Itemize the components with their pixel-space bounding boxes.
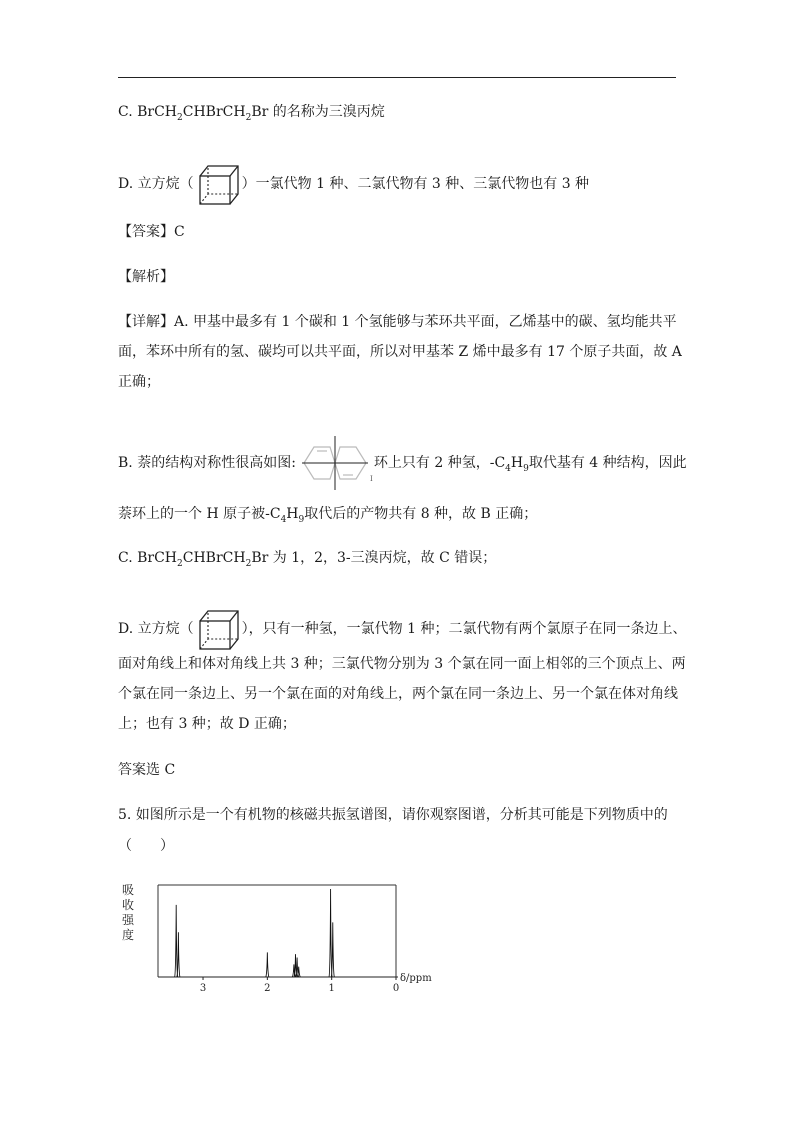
header-rule	[118, 77, 676, 78]
y-axis-label-char: 收	[122, 898, 135, 912]
naphthalene-icon	[296, 434, 374, 492]
detail-line: 正确；	[118, 374, 160, 390]
nmr-peak	[329, 889, 332, 977]
svg-text:I: I	[369, 475, 373, 483]
x-axis-label: δ/ppm	[400, 973, 432, 984]
analysis-heading: 【解析】	[118, 269, 174, 285]
cubane-icon	[194, 607, 242, 651]
x-tick-label: 1	[328, 983, 335, 994]
nmr-spectrum-chart	[118, 880, 438, 1000]
c-explanation: C. BrCH$_2$CHBrCH$_2$Br 为 1，2，3-三溴丙烷，故 C 错误；	[118, 550, 497, 569]
x-tick-label: 3	[199, 983, 207, 994]
answer-choice: 答案选 C	[118, 762, 176, 778]
d-explanation-cont: 上；也有 3 种；故 D 正确；	[118, 716, 296, 732]
y-axis-label-char: 度	[122, 928, 135, 942]
y-axis-label-char: 吸	[122, 883, 135, 897]
x-tick-label: 0	[392, 983, 400, 994]
x-tick-label: 2	[264, 983, 271, 994]
y-axis-label-char: 强	[122, 913, 135, 927]
option-d: D. 立方烷（ ）一氯代物 1 种、二氯代物有 3 种、三氯代物也有 3 种	[118, 162, 678, 206]
question-5: 5. 如图所示是一个有机物的核磁共振氢谱图，请你观察图谱，分析其可能是下列物质中的	[118, 807, 668, 823]
answer: 【答案】C	[118, 224, 185, 240]
b-explanation-cont: 萘环上的一个 H 原子被$-C_4H_9$取代后的产物共有 8 种，故 B 正确；	[118, 506, 538, 525]
cubane-icon	[194, 162, 242, 206]
question-5-blank: （ ）	[118, 838, 174, 854]
option-c: C. BrCH$_2$CHBrCH$_2$Br 的名称为三溴丙烷	[118, 104, 385, 123]
nmr-peak	[266, 952, 269, 977]
d-explanation: D. 立方烷（ ），只有一种氢，一氯代物 1 种；二氯代物有两个氯原子在同一条边上、	[118, 607, 678, 651]
y-axis-label	[122, 883, 135, 942]
d-explanation-cont: 面对角线上和体对角线上共 3 种；三氯代物分别为 3 个氯在同一面上相邻的三个顶点上、两	[118, 656, 686, 672]
d-explanation-cont: 个氯在同一条边上、另一个氯在面的对角线上，两个氯在同一条边上、另一个氯在体对角线	[118, 686, 678, 702]
nmr-peak	[331, 922, 334, 977]
nmr-peak	[177, 932, 180, 977]
detail-line: 面，苯环中所有的氢、碳均可以共平面，所以对甲基苯 Z 烯中最多有 17 个原子共面，故 A	[118, 344, 682, 360]
b-explanation: B. 萘的结构对称性很高如图: I 环上只有 2 种氢，$-C_4H_9$取代基有 4 种结构，因此	[118, 434, 678, 492]
detail-line: 【详解】A. 甲基中最多有 1 个碳和 1 个氢能够与苯环共平面，乙烯基中的碳、氢均能共平	[118, 314, 677, 330]
